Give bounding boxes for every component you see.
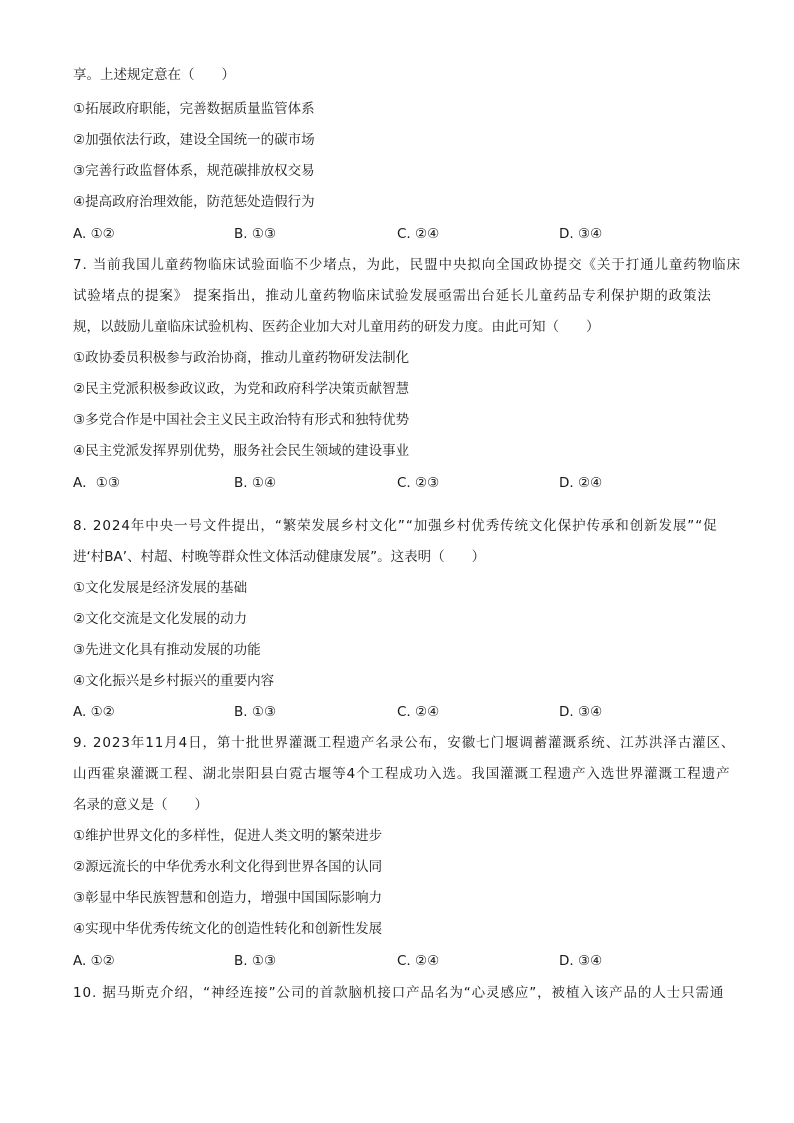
q7-option-a: A．①③: [73, 475, 120, 491]
q9-statement-3: ③彰显中华民族智慧和创造力，增强中国国际影响力: [73, 890, 383, 906]
q9-options: [73, 952, 733, 970]
q9-stem-line-2: 山西霍泉灌溉工程、湖北崇阳县白霓古堰等4个工程成功入选。我国灌溉工程遗产入选世界灌溉工程遗产: [73, 766, 731, 782]
q8-option-d: D. ③④: [559, 704, 603, 720]
q6-option-b: B. ①③: [234, 226, 277, 242]
q9-option-b: B. ①③: [234, 953, 277, 969]
q7-stem-line-1: 7. 当前我国儿童药物临床试验面临不少堵点，为此，民盟中央拟向全国政协提交《关于打通儿童药物临床: [73, 257, 741, 273]
q8-stem-line-1: 8. 2024年中央一号文件提出，“繁荣发展乡村文化”“加强乡村优秀传统文化保护传承和创新发展”“促: [73, 518, 718, 534]
q9-stem-line-1: 9. 2023年11月4日，第十批世界灌溉工程遗产名录公布，安徽七门堰调蓄灌溉系统、江苏洪泽古灌区、: [73, 735, 736, 751]
q6-option-a: A. ①②: [73, 226, 115, 242]
q6-stem-tail: 享。上述规定意在（ ）: [73, 67, 235, 83]
q7-option-b: B. ①④: [234, 475, 277, 491]
q6-option-d: D. ③④: [559, 226, 603, 242]
q7-statement-3: ③多党合作是中国社会主义民主政治特有形式和独特优势: [73, 412, 410, 428]
q8-option-c: C. ②④: [397, 704, 440, 720]
q8-stem-line-2: 进‘村BA’、村超、村晚等群众性文体活动健康发展”。这表明（ ）: [73, 549, 486, 565]
q8-option-b: B. ①③: [234, 704, 277, 720]
q8-option-a: A. ①②: [73, 704, 115, 720]
q8-options: [73, 703, 733, 721]
q6-option-c: C. ②④: [397, 226, 440, 242]
q7-options: [73, 474, 733, 492]
q8-statement-1: ①文化发展是经济发展的基础: [73, 580, 248, 596]
q8-statement-4: ④文化振兴是乡村振兴的重要内容: [73, 673, 275, 689]
q7-stem-line-3: 规，以鼓励儿童临床试验机构、医药企业加大对儿童用药的研发力度。由此可知（ ）: [73, 319, 600, 335]
q9-option-a: A. ①②: [73, 953, 115, 969]
q9-stem-line-3: 名录的意义是（ ）: [73, 797, 208, 813]
q7-statement-1: ①政协委员积极参与政治协商，推动儿童药物研发法制化: [73, 350, 410, 366]
q6-statement-4: ④提高政府治理效能，防范惩处造假行为: [73, 194, 315, 210]
q7-option-d: D. ②④: [559, 475, 603, 491]
q8-statement-2: ②文化交流是文化发展的动力: [73, 611, 248, 627]
q7-stem-line-2: 试验堵点的提案》 提案指出，推动儿童药物临床试验发展亟需出台延长儿童药品专利保护期的政策法: [73, 288, 712, 304]
q9-statement-2: ②源远流长的中华优秀水利文化得到世界各国的认同: [73, 859, 383, 875]
q7-statement-2: ②民主党派积极参政议政，为党和政府科学决策贡献智慧: [73, 381, 410, 397]
q6-statement-1: ①拓展政府职能，完善数据质量监管体系: [73, 101, 315, 117]
q8-statement-3: ③先进文化具有推动发展的功能: [73, 642, 261, 658]
q6-statement-2: ②加强依法行政，建设全国统一的碳市场: [73, 132, 315, 148]
q9-option-d: D. ③④: [559, 953, 603, 969]
q7-statement-4: ④民主党派发挥界别优势，服务社会民生领域的建设事业: [73, 443, 410, 459]
q9-statement-1: ①维护世界文化的多样性，促进人类文明的繁荣进步: [73, 828, 383, 844]
q6-options: [73, 225, 733, 243]
q7-option-c: C. ②③: [397, 475, 440, 491]
q9-option-c: C. ②④: [397, 953, 440, 969]
q6-statement-3: ③完善行政监督体系，规范碳排放权交易: [73, 163, 315, 179]
q10-stem-line-1: 10. 据马斯克介绍，“神经连接”公司的首款脑机接口产品名为“心灵感应”，被植入该产品的人士只需通: [73, 985, 725, 1001]
q9-statement-4: ④实现中华优秀传统文化的创造性转化和创新性发展: [73, 921, 383, 937]
